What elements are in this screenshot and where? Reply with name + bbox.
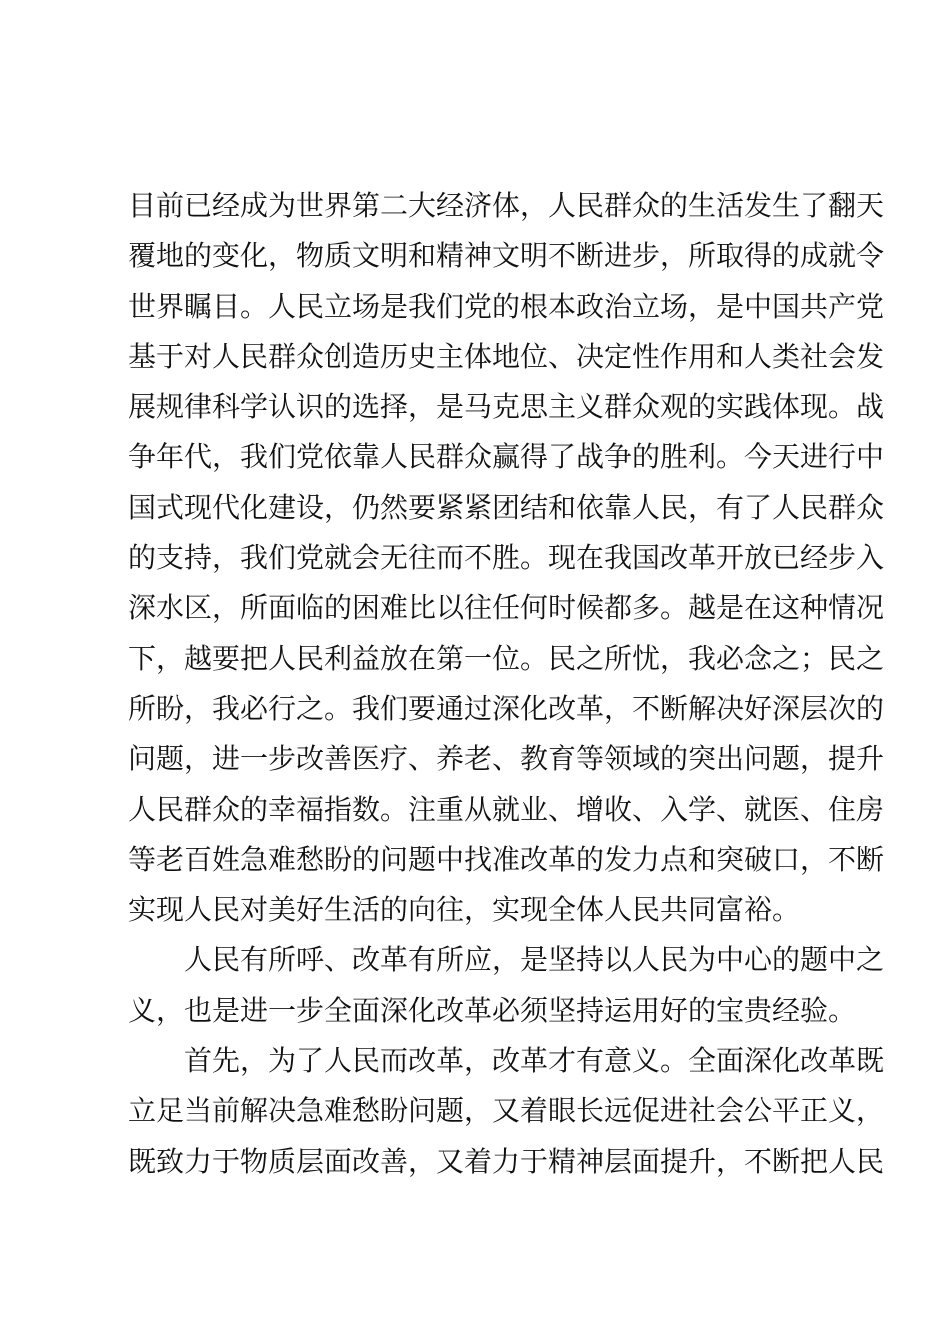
text-line: 深水区，所面临的困难比以往任何时候都多。越是在这种情况	[128, 591, 885, 625]
text-line: 人民有所呼、改革有所应，是坚持以人民为中心的题中之	[128, 943, 885, 977]
text-line: 义，也是进一步全面深化改革必须坚持运用好的宝贵经验。	[128, 993, 857, 1027]
text-line: 的支持，我们党就会无往而不胜。现在我国改革开放已经步入	[128, 541, 885, 575]
text-line: 首先，为了人民而改革，改革才有意义。全面深化改革既	[128, 1044, 885, 1078]
text-line: 既致力于物质层面改善，又着力于精神层面提升，不断把人民	[128, 1144, 885, 1178]
body-text	[128, 181, 885, 1187]
text-line: 覆地的变化，物质文明和精神文明不断进步，所取得的成就令	[128, 239, 885, 273]
text-line: 国式现代化建设，仍然要紧紧团结和依靠人民，有了人民群众	[128, 490, 885, 524]
paragraph-2	[128, 935, 885, 1036]
text-line: 立足当前解决急难愁盼问题，又着眼长远促进社会公平正义，	[128, 1094, 885, 1128]
text-line: 实现人民对美好生活的向往，实现全体人民共同富裕。	[128, 893, 801, 927]
text-line: 世界瞩目。人民立场是我们党的根本政治立场，是中国共产党	[128, 289, 885, 323]
text-line: 基于对人民群众创造历史主体地位、决定性作用和人类社会发	[128, 339, 885, 373]
text-line: 争年代，我们党依靠人民群众赢得了战争的胜利。今天进行中	[128, 440, 885, 474]
text-line: 目前已经成为世界第二大经济体，人民群众的生活发生了翻天	[128, 189, 885, 222]
text-line: 问题，进一步改善医疗、养老、教育等领域的突出问题，提升	[128, 742, 885, 776]
text-line: 所盼，我必行之。我们要通过深化改革，不断解决好深层次的	[128, 691, 885, 725]
text-line: 展规律科学认识的选择，是马克思主义群众观的实践体现。战	[128, 390, 885, 424]
text-line: 等老百姓急难愁盼的问题中找准改革的发力点和突破口，不断	[128, 842, 885, 876]
text-line: 下，越要把人民利益放在第一位。民之所忧，我必念之；民之	[128, 641, 885, 675]
text-line: 人民群众的幸福指数。注重从就业、增收、入学、就医、住房	[128, 792, 885, 826]
paragraph-3	[128, 1036, 885, 1187]
paragraph-1	[128, 181, 885, 935]
